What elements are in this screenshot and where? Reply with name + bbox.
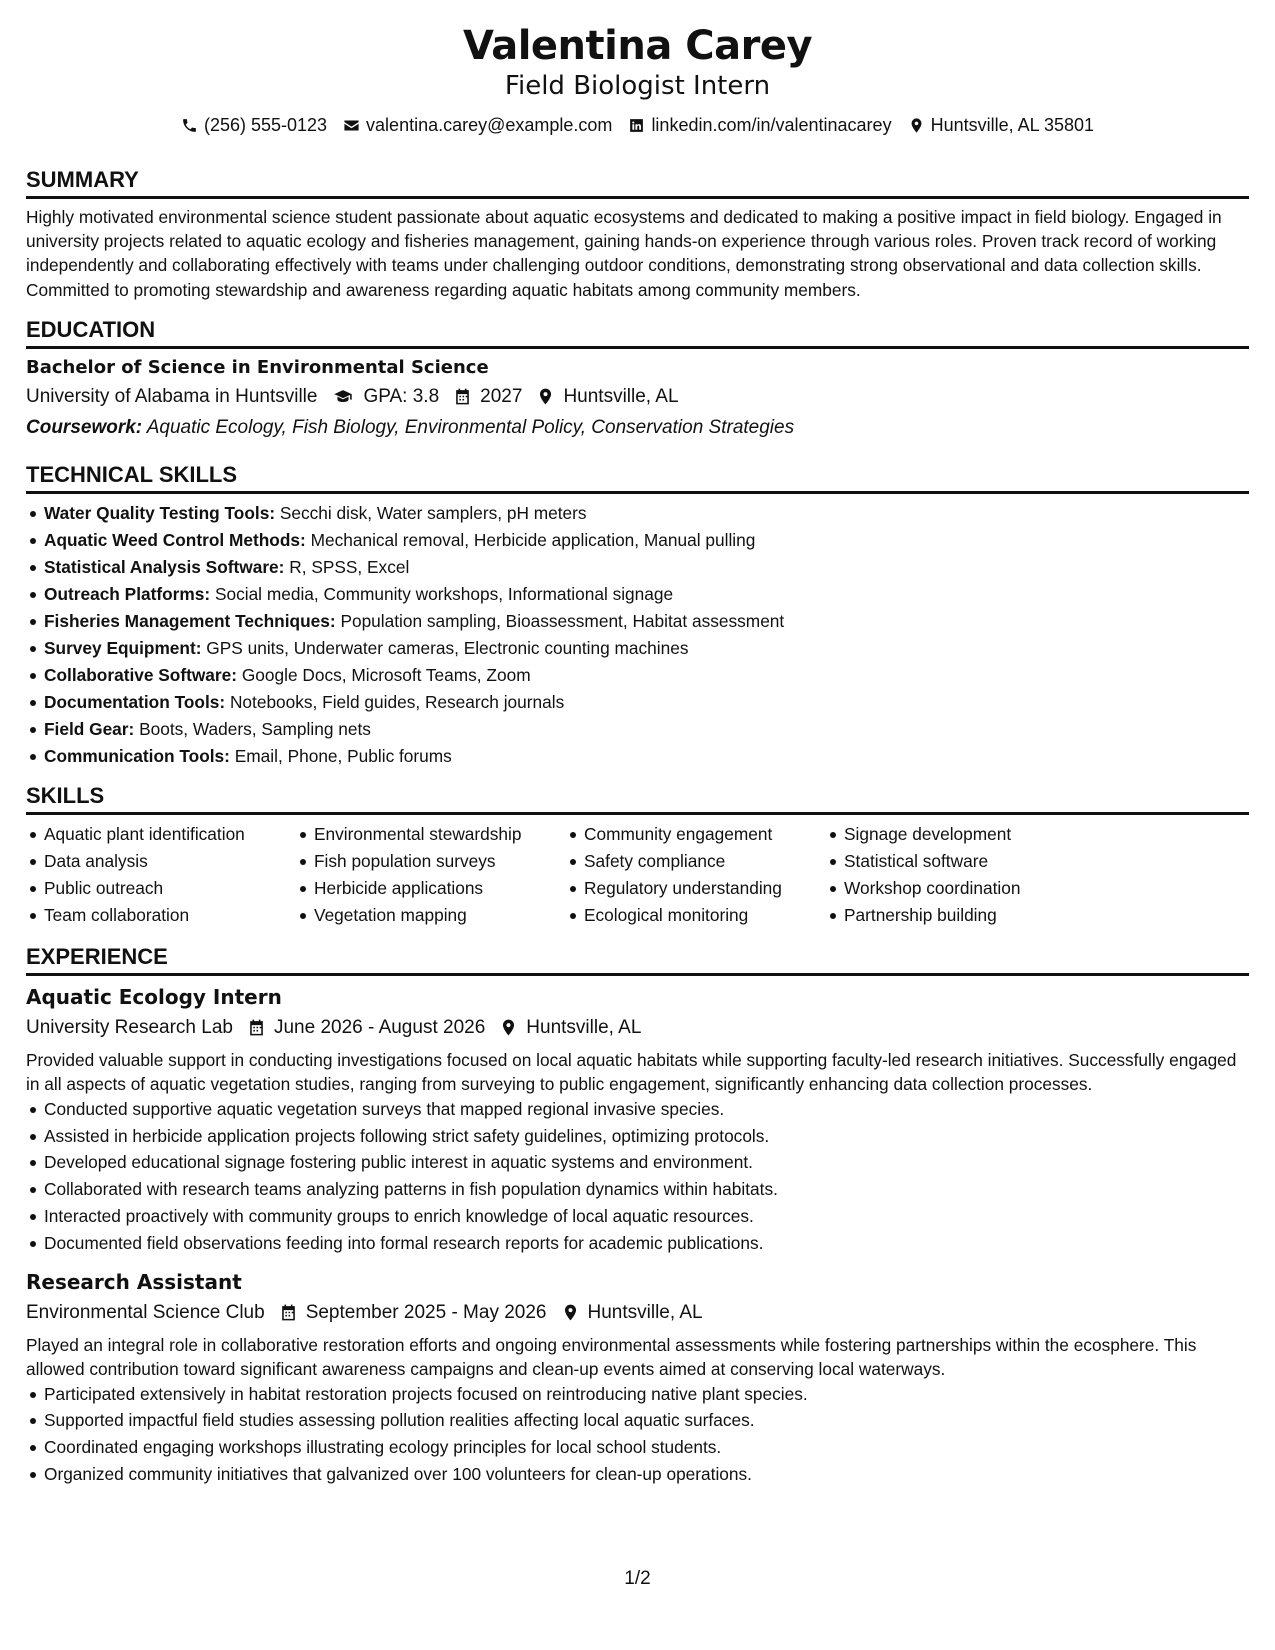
- skills-grid: [26, 821, 1249, 929]
- contact-email[interactable]: [343, 112, 612, 138]
- job-entry: [26, 982, 1249, 1257]
- section-heading: SUMMARY: [26, 166, 1249, 199]
- coursework-text: Aquatic Ecology, Fish Biology, Environmental Policy, Conservation Strategies: [146, 416, 795, 438]
- technical-skills-section: [26, 461, 1249, 770]
- list-item: Interacted proactively with community groups to enrich knowledge of local aquatic resources.: [26, 1203, 1249, 1230]
- school: [26, 381, 317, 413]
- list-item: Signage development: [826, 821, 1096, 848]
- org-name: University Research Lab: [26, 1016, 233, 1038]
- education-meta: [26, 381, 1249, 413]
- list-item: [26, 554, 1249, 581]
- education-location: [536, 381, 678, 413]
- list-item: Herbicide applications: [296, 875, 566, 902]
- job-title: Aquatic Ecology Intern: [26, 984, 282, 1009]
- summary-section: [26, 166, 1249, 302]
- skill-category: Communication Tools:: [44, 745, 230, 766]
- coursework-label: Coursework:: [26, 416, 143, 438]
- skills-column: [826, 821, 1096, 929]
- skills-section: [26, 782, 1249, 929]
- skill-category: Survey Equipment:: [44, 637, 202, 658]
- job-summary: Provided valuable support in conducting investigations focused on local aquatic habitats while supporting faculty-led research initiatives. Successfully engaged in all aspects of aquatic vegetation studies, ranging from surveying to public engagement, significantly enhancing data collection processes.: [26, 1049, 1237, 1094]
- skill-values: Email, Phone, Public forums: [234, 745, 452, 766]
- list-item: Assisted in herbicide application projects following strict safety guidelines, optimizing protocols.: [26, 1123, 1249, 1150]
- skill-values: Social media, Community workshops, Informational signage: [214, 583, 674, 604]
- contact-linkedin[interactable]: [628, 112, 891, 138]
- list-item: Aquatic plant identification: [26, 821, 296, 848]
- list-item: Documented field observations feeding into formal research reports for academic publications.: [26, 1230, 1249, 1257]
- job-title: Research Assistant: [26, 1269, 242, 1294]
- gpa: [331, 381, 439, 413]
- summary-text: Highly motivated environmental science student passionate about aquatic ecosystems and dedicated to making a positive impact in field biology. Engaged in university projects related to aquatic ecology and fisheries management, gaining hands-on experience through various roles. Proven track record of working independently and collaborating effectively with teams under challenging outdoor conditions, demonstrating strong observational and data collection skills. Committed to promoting stewardship and awareness regarding aquatic habitats among community members.: [26, 207, 1222, 300]
- skill-values: Population sampling, Bioassessment, Habitat assessment: [340, 610, 785, 631]
- skill-values: GPS units, Underwater cameras, Electronic counting machines: [206, 637, 689, 658]
- coursework: [26, 413, 1249, 443]
- skill-values: Secchi disk, Water samplers, pH meters: [279, 502, 587, 523]
- job-dates: [247, 1012, 485, 1044]
- location-text: Huntsville, AL: [587, 1301, 703, 1323]
- skill-values: Notebooks, Field guides, Research journals: [229, 691, 565, 712]
- skill-category: Aquatic Weed Control Methods:: [44, 529, 306, 550]
- calendar-icon: [279, 1303, 298, 1322]
- resume-header: [26, 0, 1249, 138]
- envelope-icon: [343, 117, 360, 134]
- job-location: [499, 1012, 641, 1044]
- list-item: [26, 581, 1249, 608]
- list-item: [26, 716, 1249, 743]
- phone-text: (256) 555-0123: [203, 115, 328, 135]
- list-item: [26, 500, 1249, 527]
- job-bullets: [26, 1381, 1249, 1488]
- skill-category: Fisheries Management Techniques:: [44, 610, 336, 631]
- list-item: Coordinated engaging workshops illustrating ecology principles for local school students.: [26, 1434, 1249, 1461]
- phone-icon: [181, 117, 198, 134]
- linkedin-text: linkedin.com/in/valentinacarey: [651, 115, 892, 135]
- section-heading: SKILLS: [26, 782, 1249, 815]
- location-text: Huntsville, AL 35801: [930, 115, 1095, 135]
- list-item: Workshop coordination: [826, 875, 1096, 902]
- list-item: [26, 608, 1249, 635]
- job-location: [561, 1297, 703, 1329]
- skill-values: Boots, Waders, Sampling nets: [139, 718, 371, 739]
- skill-category: Water Quality Testing Tools:: [44, 502, 276, 523]
- skill-category: Documentation Tools:: [44, 691, 226, 712]
- list-item: Partnership building: [826, 902, 1096, 929]
- candidate-name: Valentina Carey: [462, 23, 813, 69]
- list-item: [26, 743, 1249, 770]
- org-name: Environmental Science Club: [26, 1301, 265, 1323]
- technical-skills-list: [26, 500, 1249, 770]
- list-item: [26, 662, 1249, 689]
- job-dates: [279, 1297, 547, 1329]
- year-text: 2027: [480, 385, 523, 407]
- school-name: University of Alabama in Huntsville: [26, 385, 318, 407]
- linkedin-icon: [628, 117, 645, 134]
- list-item: Participated extensively in habitat restoration projects focused on reintroducing native plant species.: [26, 1381, 1249, 1408]
- list-item: [26, 527, 1249, 554]
- list-item: Supported impactful field studies assessing pollution realities affecting local aquatic surfaces.: [26, 1407, 1249, 1434]
- skill-category: Collaborative Software:: [44, 664, 238, 685]
- skill-values: Mechanical removal, Herbicide application, Manual pulling: [310, 529, 756, 550]
- list-item: Statistical software: [826, 848, 1096, 875]
- contact-phone[interactable]: [181, 112, 327, 138]
- section-heading: EDUCATION: [26, 316, 1249, 349]
- grad-year: [453, 381, 522, 413]
- map-pin-icon: [908, 117, 925, 134]
- dates-text: June 2026 - August 2026: [273, 1016, 486, 1038]
- list-item: Safety compliance: [566, 848, 826, 875]
- list-item: Conducted supportive aquatic vegetation surveys that mapped regional invasive species.: [26, 1096, 1249, 1123]
- skills-column: [296, 821, 566, 929]
- skill-category: Statistical Analysis Software:: [44, 556, 285, 577]
- experience-section: [26, 943, 1249, 1488]
- calendar-icon: [453, 387, 472, 406]
- skills-column: [26, 821, 296, 929]
- list-item: Regulatory understanding: [566, 875, 826, 902]
- skill-category: Outreach Platforms:: [44, 583, 211, 604]
- list-item: [26, 635, 1249, 662]
- map-pin-icon: [561, 1303, 580, 1322]
- list-item: [26, 689, 1249, 716]
- email-text: valentina.carey@example.com: [366, 115, 613, 135]
- list-item: Vegetation mapping: [296, 902, 566, 929]
- location-text: Huntsville, AL: [526, 1016, 642, 1038]
- list-item: Community engagement: [566, 821, 826, 848]
- degree-name: Bachelor of Science in Environmental Science: [26, 356, 489, 378]
- calendar-icon: [247, 1018, 266, 1037]
- dates-text: September 2025 - May 2026: [305, 1301, 547, 1323]
- map-pin-icon: [536, 387, 555, 406]
- job-meta: [26, 1012, 1249, 1044]
- section-heading: EXPERIENCE: [26, 943, 1249, 976]
- section-heading: TECHNICAL SKILLS: [26, 461, 1249, 494]
- job-summary: Played an integral role in collaborative restoration efforts and ongoing environmental assessments while fostering partnerships within the ecosphere. This allowed contribution toward significant awareness campaigns and clean-up events aimed at conserving local waterways.: [26, 1334, 1197, 1379]
- list-item: Ecological monitoring: [566, 902, 826, 929]
- candidate-title: Field Biologist Intern: [504, 71, 771, 101]
- resume-page: [26, 0, 1249, 1650]
- page-number: 1/2: [624, 1568, 651, 1589]
- skill-values: R, SPSS, Excel: [289, 556, 410, 577]
- list-item: Environmental stewardship: [296, 821, 566, 848]
- map-pin-icon: [499, 1018, 518, 1037]
- job-org: [26, 1297, 265, 1329]
- contact-bar: [26, 112, 1249, 138]
- skill-category: Field Gear:: [44, 718, 135, 739]
- list-item: Team collaboration: [26, 902, 296, 929]
- list-item: Data analysis: [26, 848, 296, 875]
- list-item: Developed educational signage fostering public interest in aquatic systems and environment.: [26, 1149, 1249, 1176]
- graduation-cap-icon: [331, 387, 355, 406]
- list-item: Fish population surveys: [296, 848, 566, 875]
- skill-values: Google Docs, Microsoft Teams, Zoom: [241, 664, 531, 685]
- list-item: Collaborated with research teams analyzing patterns in fish population dynamics within habitats.: [26, 1176, 1249, 1203]
- education-section: [26, 316, 1249, 443]
- skills-column: [566, 821, 826, 929]
- list-item: Organized community initiatives that galvanized over 100 volunteers for clean-up operations.: [26, 1461, 1249, 1488]
- gpa-text: GPA: 3.8: [363, 385, 440, 407]
- contact-location: [908, 112, 1094, 138]
- location-text: Huntsville, AL: [563, 385, 679, 407]
- job-entry: [26, 1267, 1249, 1488]
- job-org: [26, 1012, 233, 1044]
- job-meta: [26, 1297, 1249, 1329]
- list-item: Public outreach: [26, 875, 296, 902]
- job-bullets: [26, 1096, 1249, 1257]
